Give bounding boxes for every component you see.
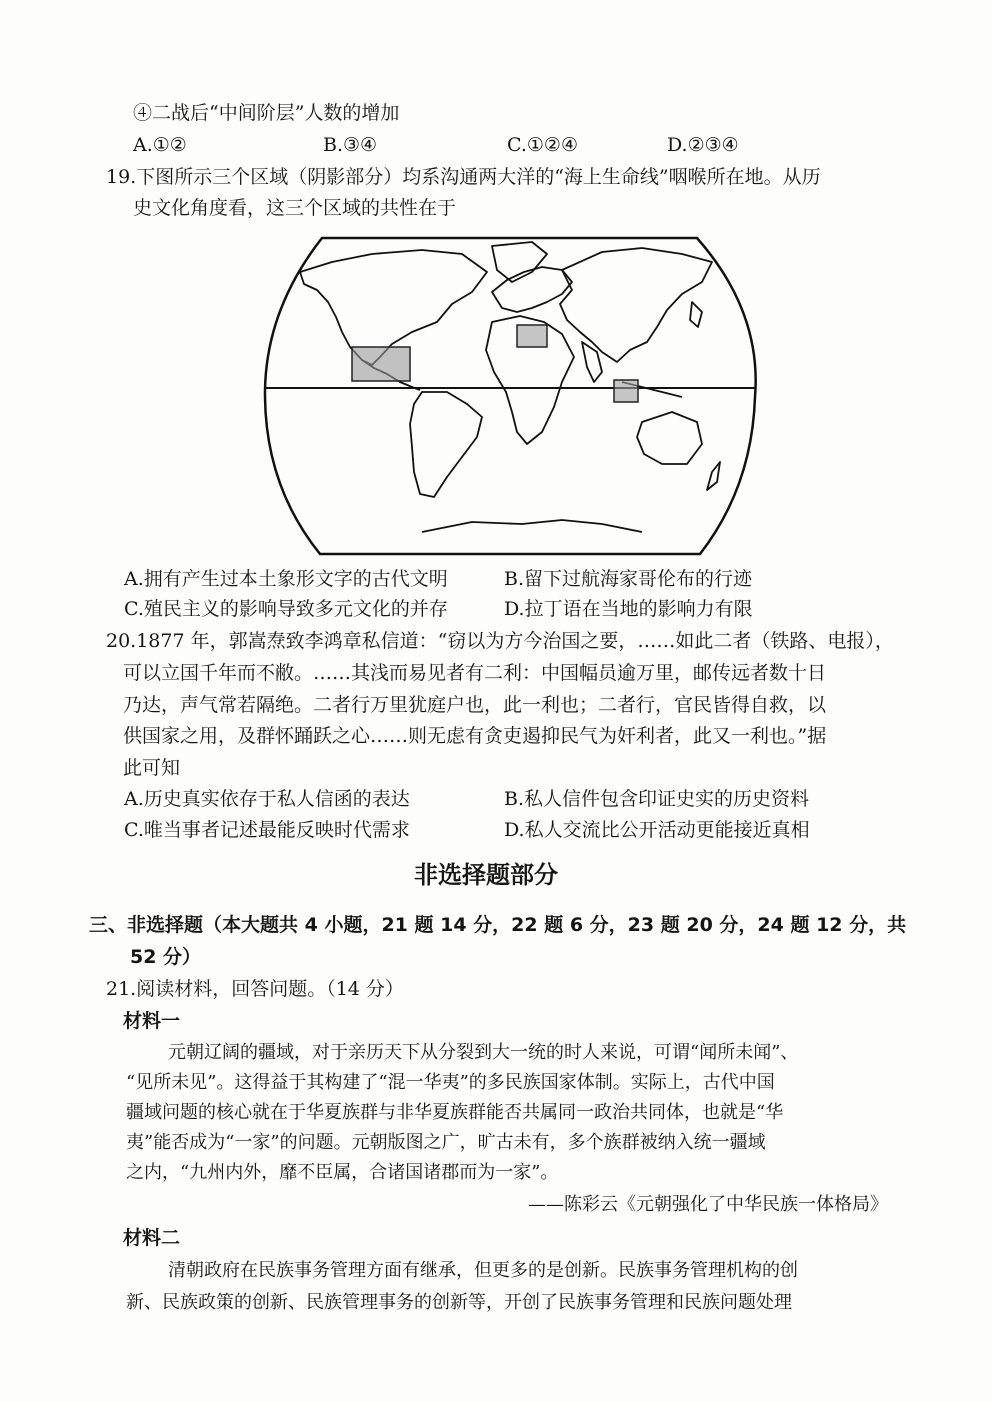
material1-line2: “见所未见”。这得益于其构建了“混一华夷”的多民族国家体制。实际上，古代中国 [126, 1072, 775, 1093]
region-central-america [352, 347, 410, 381]
q18-option-b: B.③④ [323, 134, 378, 156]
material2-line2: 新、民族政策的创新、民族管理事务的创新等，开创了民族事务管理和民族问题处理 [126, 1292, 792, 1313]
region-suez [517, 325, 547, 347]
q18-option-a: A.①② [133, 134, 187, 156]
material1-label: 材料一 [123, 1010, 181, 1032]
part3-line2: 52 分） [130, 946, 202, 968]
q20-option-d: D.私人交流比公开活动更能接近真相 [504, 819, 810, 841]
new-zealand [707, 462, 720, 490]
q18-option-c: C.①②④ [507, 134, 578, 156]
q20-line4: 供国家之用，及群怀踊跃之心……则无虑有贪吏遏抑民气为奸利者，此又一利也。”据 [123, 725, 827, 747]
world-map [262, 232, 757, 562]
q20-line3: 乃达，声气常若隔绝。二者行万里犹庭户也，此一利也；二者行，官民皆得自救，以 [123, 694, 827, 716]
q19-stem-line1: 19.下图所示三个区域（阴影部分）均系沟通两大洋的“海上生命线”咽喉所在地。从历 [106, 166, 821, 188]
q20-line2: 可以立国千年而不敝。……其浅而易见者有二利：中国幅员逾万里，邮传远者数十日 [123, 662, 827, 684]
material2-line1: 清朝政府在民族事务管理方面有继承，但更多的是创新。民族事务管理机构的创 [168, 1260, 798, 1281]
q19-option-a: A.拥有产生过本土象形文字的古代文明 [124, 568, 448, 590]
q20-option-c: C.唯当事者记述最能反映时代需求 [124, 819, 410, 841]
antarctica [422, 520, 642, 532]
material1-line5: 之内，“九州内外，靡不臣属，合诸国诸郡而为一家”。 [126, 1162, 559, 1183]
q19-option-c: C.殖民主义的影响导致多元文化的并存 [124, 598, 448, 620]
q20-option-b: B.私人信件包含印证史实的历史资料 [504, 788, 810, 810]
q21-stem: 21.阅读材料，回答问题。（14 分） [106, 978, 404, 1000]
greenland [492, 242, 547, 282]
map-outline [265, 238, 756, 554]
material1-line3: 疆域问题的核心就在于华夏族群与非华夏族群能否共属同一政治共同体，也就是“华 [126, 1102, 784, 1123]
q19-option-d: D.拉丁语在当地的影响力有限 [504, 598, 753, 620]
australia [637, 412, 702, 464]
section-heading: 非选择题部分 [414, 861, 558, 889]
q20-option-a: A.历史真实依存于私人信函的表达 [124, 788, 410, 810]
q19-stem-line2: 史文化角度看，这三个区域的共性在于 [133, 197, 457, 219]
q20-line1: 20.1877 年，郭嵩焘致李鸿章私信道：“窃以为方今治国之要，……如此二者（铁路、电报）， [106, 630, 894, 652]
material1-source: ——陈彩云《元朝强化了中华民族一体格局》 [528, 1194, 888, 1215]
q20-line5: 此可知 [123, 757, 181, 779]
south-america [410, 392, 482, 497]
region-malacca [614, 380, 638, 402]
material1-line1: 元朝辽阔的疆域，对于亲历天下从分裂到大一统的时人来说，可谓“闻所未闻”、 [168, 1042, 799, 1063]
q19-option-b: B.留下过航海家哥伦布的行迹 [504, 568, 753, 590]
material2-label: 材料二 [123, 1227, 181, 1249]
q18-item-4: ④二战后“中间阶层”人数的增加 [133, 102, 400, 124]
q18-option-d: D.②③④ [667, 134, 739, 156]
part3-line1: 三、非选择题（本大题共 4 小题，21 题 14 分，22 题 6 分，23 题 20 分，24 题 12 分，共 [89, 914, 907, 936]
japan [690, 302, 702, 327]
material1-line4: 夷”能否成为“一家”的问题。元朝版图之广，旷古未有，多个族群被纳入统一疆域 [126, 1132, 766, 1153]
